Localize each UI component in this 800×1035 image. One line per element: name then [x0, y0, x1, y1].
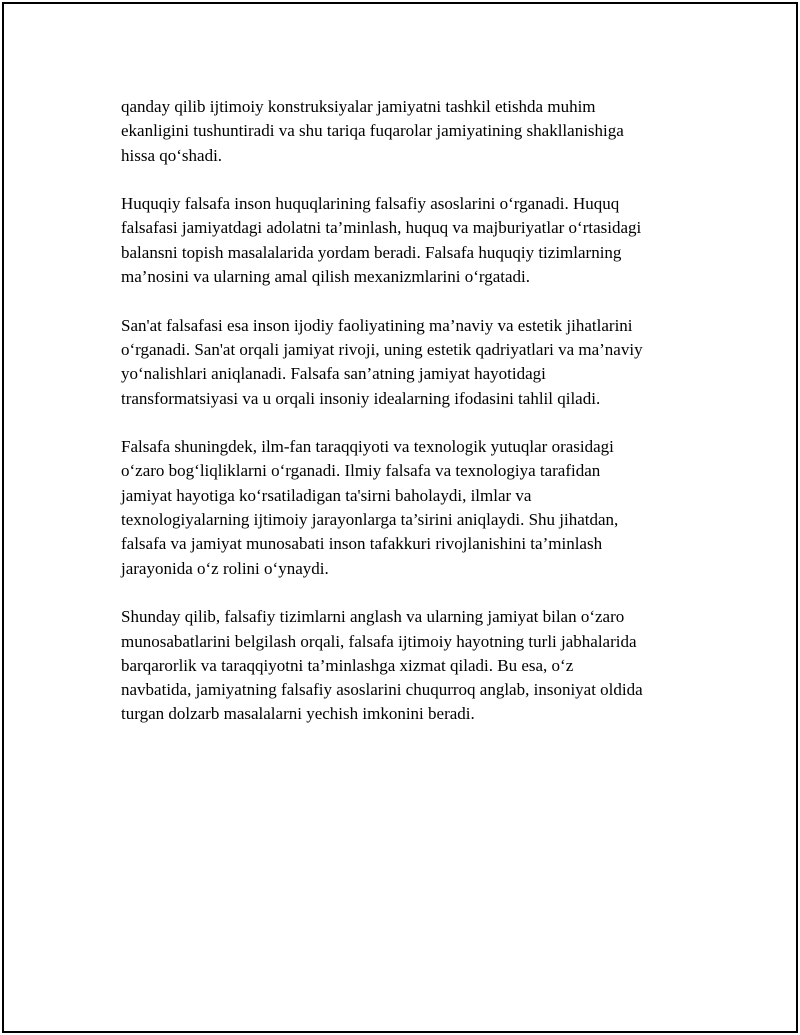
- text-line: jamiyat hayotiga ko‘rsatiladigan ta'sirni baholaydi, ilmlar va: [121, 485, 532, 505]
- text-line: ekanligini tushuntiradi va shu tariqa fuqarolar jamiyatining shakllanishiga: [121, 121, 624, 141]
- text-line: ma’nosini va ularning amal qilish mexanizmlarini o‘rgatadi.: [121, 267, 530, 287]
- paragraph-3: [121, 314, 701, 411]
- document-page: [2, 2, 798, 1033]
- text-line: yo‘nalishlari aniqlanadi. Falsafa san’atning jamiyat hayotidagi: [121, 364, 546, 384]
- text-line: San'at falsafasi esa inson ijodiy faoliyatining ma’naviy va estetik jihatlarini: [121, 315, 633, 335]
- paragraph-2: [121, 192, 701, 289]
- text-line: o‘rganadi. San'at orqali jamiyat rivoji, uning estetik qadriyatlari va ma’naviy: [121, 339, 643, 359]
- text-line: balansni topish masalalarida yordam beradi. Falsafa huquqiy tizimlarning: [121, 242, 622, 262]
- document-body: [121, 95, 701, 751]
- paragraph-5: [121, 605, 701, 726]
- text-line: falsafa va jamiyat munosabati inson tafakkuri rivojlanishini ta’minlash: [121, 534, 603, 554]
- text-line: jarayonida o‘z rolini o‘ynaydi.: [121, 558, 329, 578]
- text-line: Shunday qilib, falsafiy tizimlarni anglash va ularning jamiyat bilan o‘zaro: [121, 607, 625, 627]
- text-line: o‘zaro bog‘liqliklarni o‘rganadi. Ilmiy falsafa va texnologiya tarafidan: [121, 461, 601, 481]
- text-line: turgan dolzarb masalalarni yechish imkonini beradi.: [121, 704, 475, 724]
- text-line: munosabatlarini belgilash orqali, falsafa ijtimoiy hayotning turli jabhalarida: [121, 631, 637, 651]
- text-line: qanday qilib ijtimoiy konstruksiyalar jamiyatni tashkil etishda muhim: [121, 97, 596, 116]
- text-line: hissa qo‘shadi.: [121, 145, 223, 165]
- paragraph-4: [121, 435, 701, 581]
- text-line: Huquqiy falsafa inson huquqlarining falsafiy asoslarini o‘rganadi. Huquq: [121, 194, 620, 214]
- text-line: falsafasi jamiyatdagi adolatni ta’minlash, huquq va majburiyatlar o‘rtasidagi: [121, 218, 642, 238]
- text-line: texnologiyalarning ijtimoiy jarayonlarga ta’sirini aniqlaydi. Shu jihatdan,: [121, 510, 619, 530]
- text-line: transformatsiyasi va u orqali insoniy idealarning ifodasini tahlil qiladi.: [121, 388, 601, 408]
- text-line: barqarorlik va taraqqiyotni ta’minlashga xizmat qiladi. Bu esa, o‘z: [121, 655, 574, 675]
- text-line: Falsafa shuningdek, ilm-fan taraqqiyoti va texnologik yutuqlar orasidagi: [121, 437, 614, 457]
- paragraph-1: [121, 95, 701, 168]
- text-line: navbatida, jamiyatning falsafiy asoslarini chuqurroq anglab, insoniyat oldida: [121, 680, 643, 700]
